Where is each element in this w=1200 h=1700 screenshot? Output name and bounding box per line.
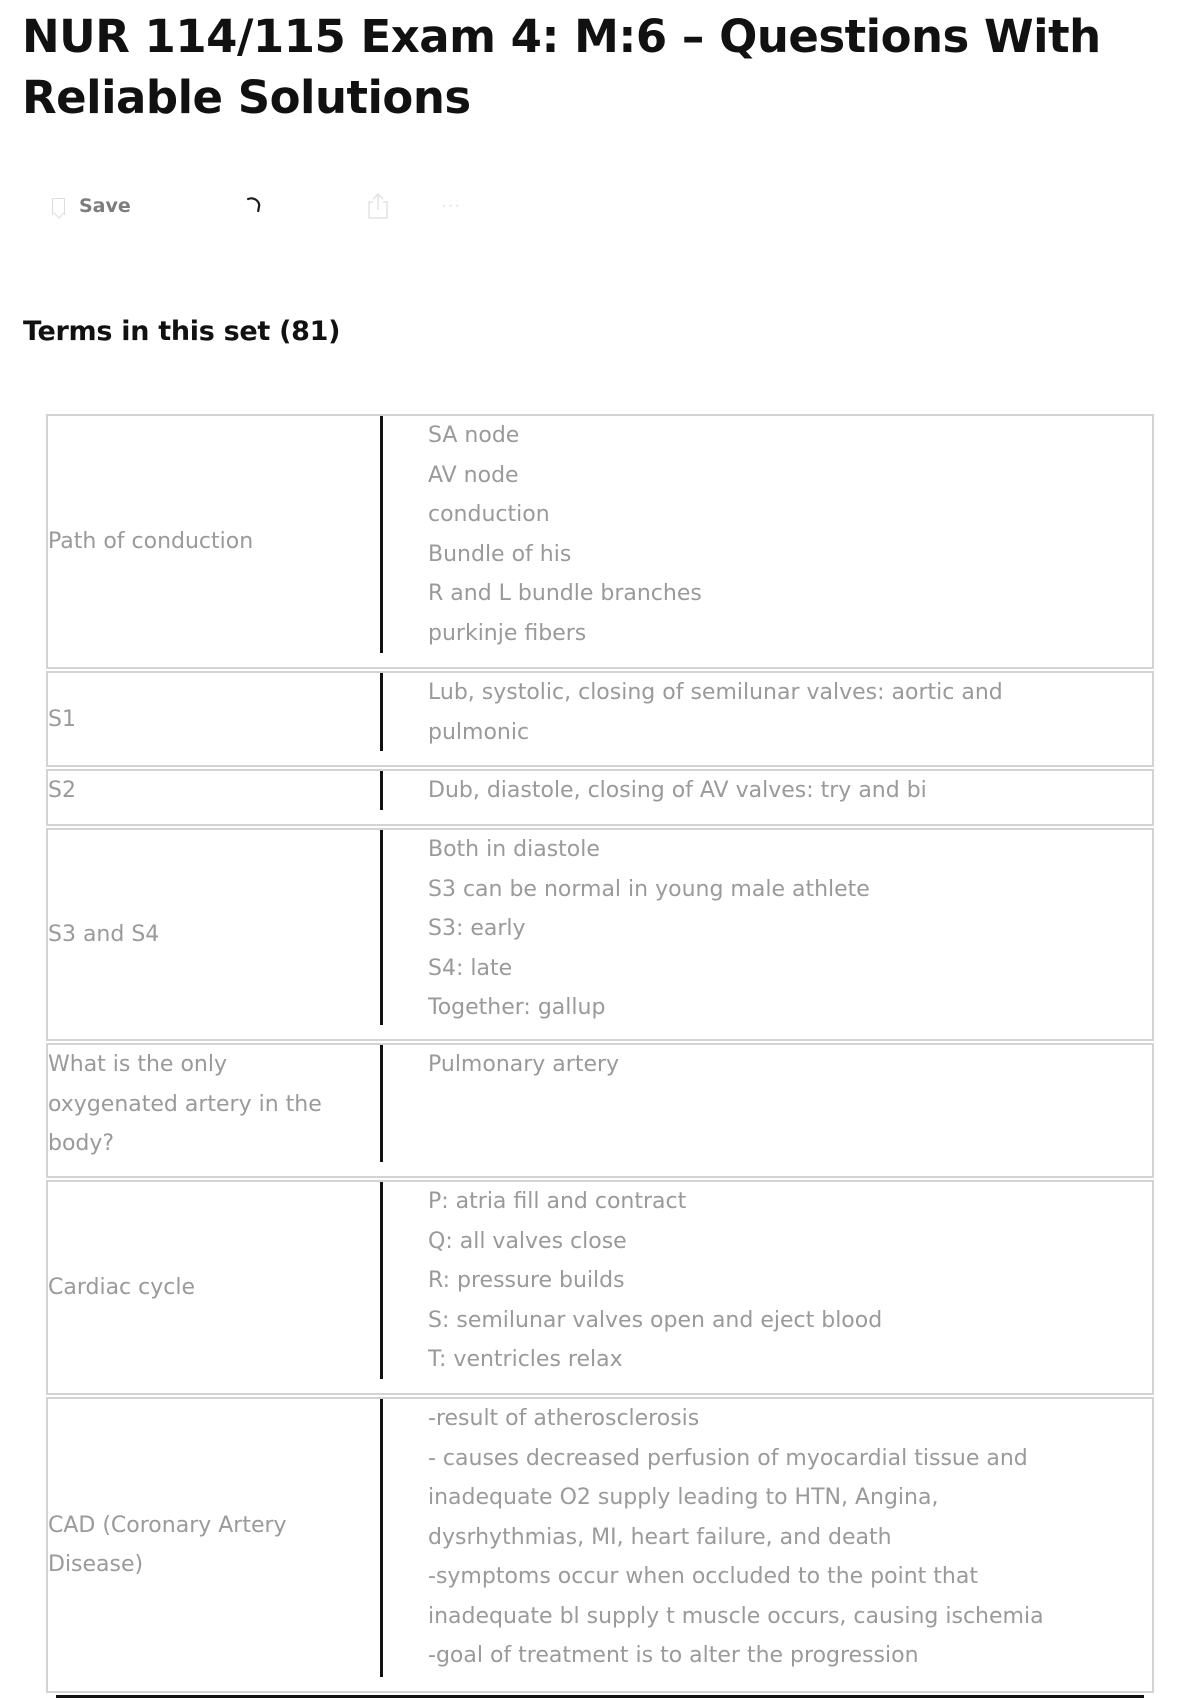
terms-table xyxy=(46,414,1154,1695)
term-cell xyxy=(48,1045,380,1176)
term-row xyxy=(46,769,1154,826)
definition-line: conduction xyxy=(428,502,550,527)
save-button[interactable] xyxy=(52,188,131,224)
term-line: oxygenated artery in the xyxy=(48,1091,322,1117)
term-row xyxy=(46,1180,1154,1395)
more-options-icon[interactable]: ··· xyxy=(441,195,462,217)
term-text: S2 xyxy=(48,778,76,803)
definition-cell xyxy=(380,1399,1152,1691)
definition-line: dysrhythmias, MI, heart failure, and death xyxy=(428,1524,892,1550)
definition-line: purkinje fibers xyxy=(428,620,587,646)
definition-line: - causes decreased perfusion of myocardial tissue and xyxy=(428,1445,1028,1471)
definition-cell xyxy=(380,673,1152,765)
definition-cell xyxy=(380,771,1152,824)
page-title: NUR 114/115 Exam 4: M:6 – Questions With Reliable Solutions xyxy=(22,10,1101,124)
definition-line: Dub, diastole, closing of AV valves: try and bi xyxy=(428,778,927,803)
terms-heading: Terms in this set (81) xyxy=(23,316,341,347)
definition-line: Together: gallup xyxy=(428,995,606,1020)
bookmark-icon xyxy=(52,198,65,215)
definition-line: pulmonic xyxy=(428,719,530,745)
term-line: What is the only xyxy=(48,1052,227,1077)
term-row xyxy=(46,1397,1154,1693)
term-cell xyxy=(48,830,380,1039)
definition-line: S3: early xyxy=(428,916,526,941)
term-cell xyxy=(48,1399,380,1691)
bottom-divider xyxy=(56,1695,1144,1698)
definition-line: SA node xyxy=(428,423,520,448)
term-row xyxy=(46,414,1154,669)
term-text: S1 xyxy=(48,706,76,732)
definition-cell xyxy=(380,830,1152,1039)
term-text: Path of conduction xyxy=(48,529,254,554)
definition-cell xyxy=(380,416,1152,667)
term-cell xyxy=(48,1182,380,1393)
loading-spinner-icon xyxy=(242,195,264,217)
definition-line: inadequate O2 supply leading to HTN, Angina, xyxy=(428,1485,939,1510)
definition-line: AV node xyxy=(428,462,519,488)
definition-line: R: pressure builds xyxy=(428,1268,625,1293)
definition-line: -result of atherosclerosis xyxy=(428,1406,700,1431)
definition-cell xyxy=(380,1045,1152,1176)
definition-line: T: ventricles relax xyxy=(428,1347,623,1372)
definition-line: Bundle of his xyxy=(428,541,572,567)
share-icon[interactable] xyxy=(365,192,391,220)
term-line: body? xyxy=(48,1131,115,1156)
term-row xyxy=(46,828,1154,1041)
definition-line: inadequate bl supply t muscle occurs, causing ischemia xyxy=(428,1603,1044,1629)
term-line: CAD (Coronary Artery xyxy=(48,1512,287,1538)
definition-line: Lub, systolic, closing of semilunar valves: aortic and xyxy=(428,680,1003,705)
definition-line: S3 can be normal in young male athlete xyxy=(428,876,870,902)
definition-line: S4: late xyxy=(428,955,513,981)
term-row xyxy=(46,671,1154,767)
term-cell xyxy=(48,771,380,824)
definition-line: Q: all valves close xyxy=(428,1228,627,1254)
definition-line: Pulmonary artery xyxy=(428,1052,620,1077)
term-text xyxy=(48,1045,322,1164)
term-text xyxy=(48,1506,287,1585)
term-cell xyxy=(48,416,380,667)
definition-line: -symptoms occur when occluded to the point that xyxy=(428,1564,978,1589)
definition-line: P: atria fill and contract xyxy=(428,1189,687,1214)
definition-line: S: semilunar valves open and eject blood xyxy=(428,1307,883,1333)
toolbar xyxy=(52,188,512,224)
term-row xyxy=(46,1043,1154,1178)
definition-cell xyxy=(380,1182,1152,1393)
save-label: Save xyxy=(79,195,131,217)
term-line: Disease) xyxy=(48,1552,144,1577)
definition-line: R and L bundle branches xyxy=(428,581,702,606)
term-cell xyxy=(48,673,380,765)
term-text: S3 and S4 xyxy=(48,922,160,947)
definition-line: -goal of treatment is to alter the progression xyxy=(428,1643,919,1668)
definition-line: Both in diastole xyxy=(428,837,600,862)
term-text: Cardiac cycle xyxy=(48,1275,196,1300)
